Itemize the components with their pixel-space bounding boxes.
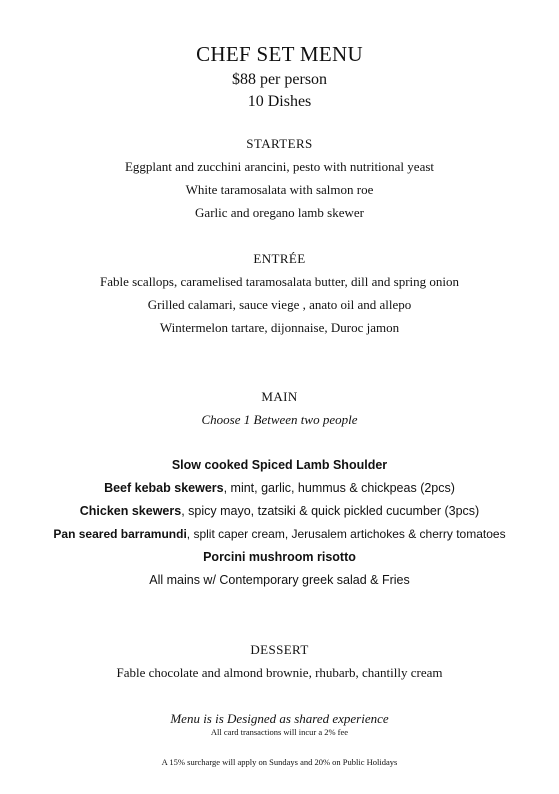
main-item [0, 550, 559, 564]
main-heading: MAIN [261, 389, 298, 404]
entree-item: Grilled calamari, sauce viege , anato oil and allepo [147, 297, 412, 312]
starter-item: White taramosalata with salmon roe [185, 182, 374, 197]
starters-heading: STARTERS [246, 136, 313, 151]
main-item-desc: , mint, garlic, hummus & chickpeas (2pcs) [223, 481, 455, 495]
main-sides: All mains w/ Contemporary greek salad & Fries [149, 573, 410, 587]
menu-title: CHEF SET MENU [196, 42, 363, 66]
starter-item: Garlic and oregano lamb skewer [195, 205, 364, 220]
main-item [0, 527, 559, 541]
main-item-name: Slow cooked Spiced Lamb Shoulder [171, 458, 388, 472]
shared-note: Menu is is Designed as shared experience [170, 711, 389, 726]
main-item-name: Beef kebab skewers [104, 481, 224, 495]
main-item-name: Porcini mushroom risotto [203, 550, 356, 564]
menu-dish-count: 10 Dishes [247, 93, 312, 110]
starter-item: Eggplant and zucchini arancini, pesto with nutritional yeast [124, 159, 435, 174]
surcharge-note: A 15% surcharge will apply on Sundays and 20% on Public Holidays [161, 757, 398, 767]
main-item [0, 504, 559, 518]
main-item [0, 481, 559, 495]
card-fee-note: All card transactions will incur a 2% fee [210, 727, 349, 737]
main-item-name: Chicken skewers [79, 504, 182, 518]
main-item [0, 458, 559, 472]
entree-heading: ENTRÉE [253, 251, 306, 266]
main-item-desc: , split caper cream, Jerusalem artichokes & cherry tomatoes [186, 527, 506, 541]
dessert-item: Fable chocolate and almond brownie, rhubarb, chantilly cream [116, 665, 443, 680]
entree-item: Fable scallops, caramelised taramosalata butter, dill and spring onion [99, 274, 460, 289]
main-item-desc: , spicy mayo, tzatsiki & quick pickled cucumber (3pcs) [181, 504, 480, 518]
entree-item: Wintermelon tartare, dijonnaise, Duroc jamon [159, 320, 400, 335]
menu-price: $88 per person [231, 71, 328, 88]
main-item-name: Pan seared barramundi [53, 527, 187, 541]
dessert-heading: DESSERT [250, 642, 309, 657]
main-note: Choose 1 Between two people [201, 412, 358, 427]
